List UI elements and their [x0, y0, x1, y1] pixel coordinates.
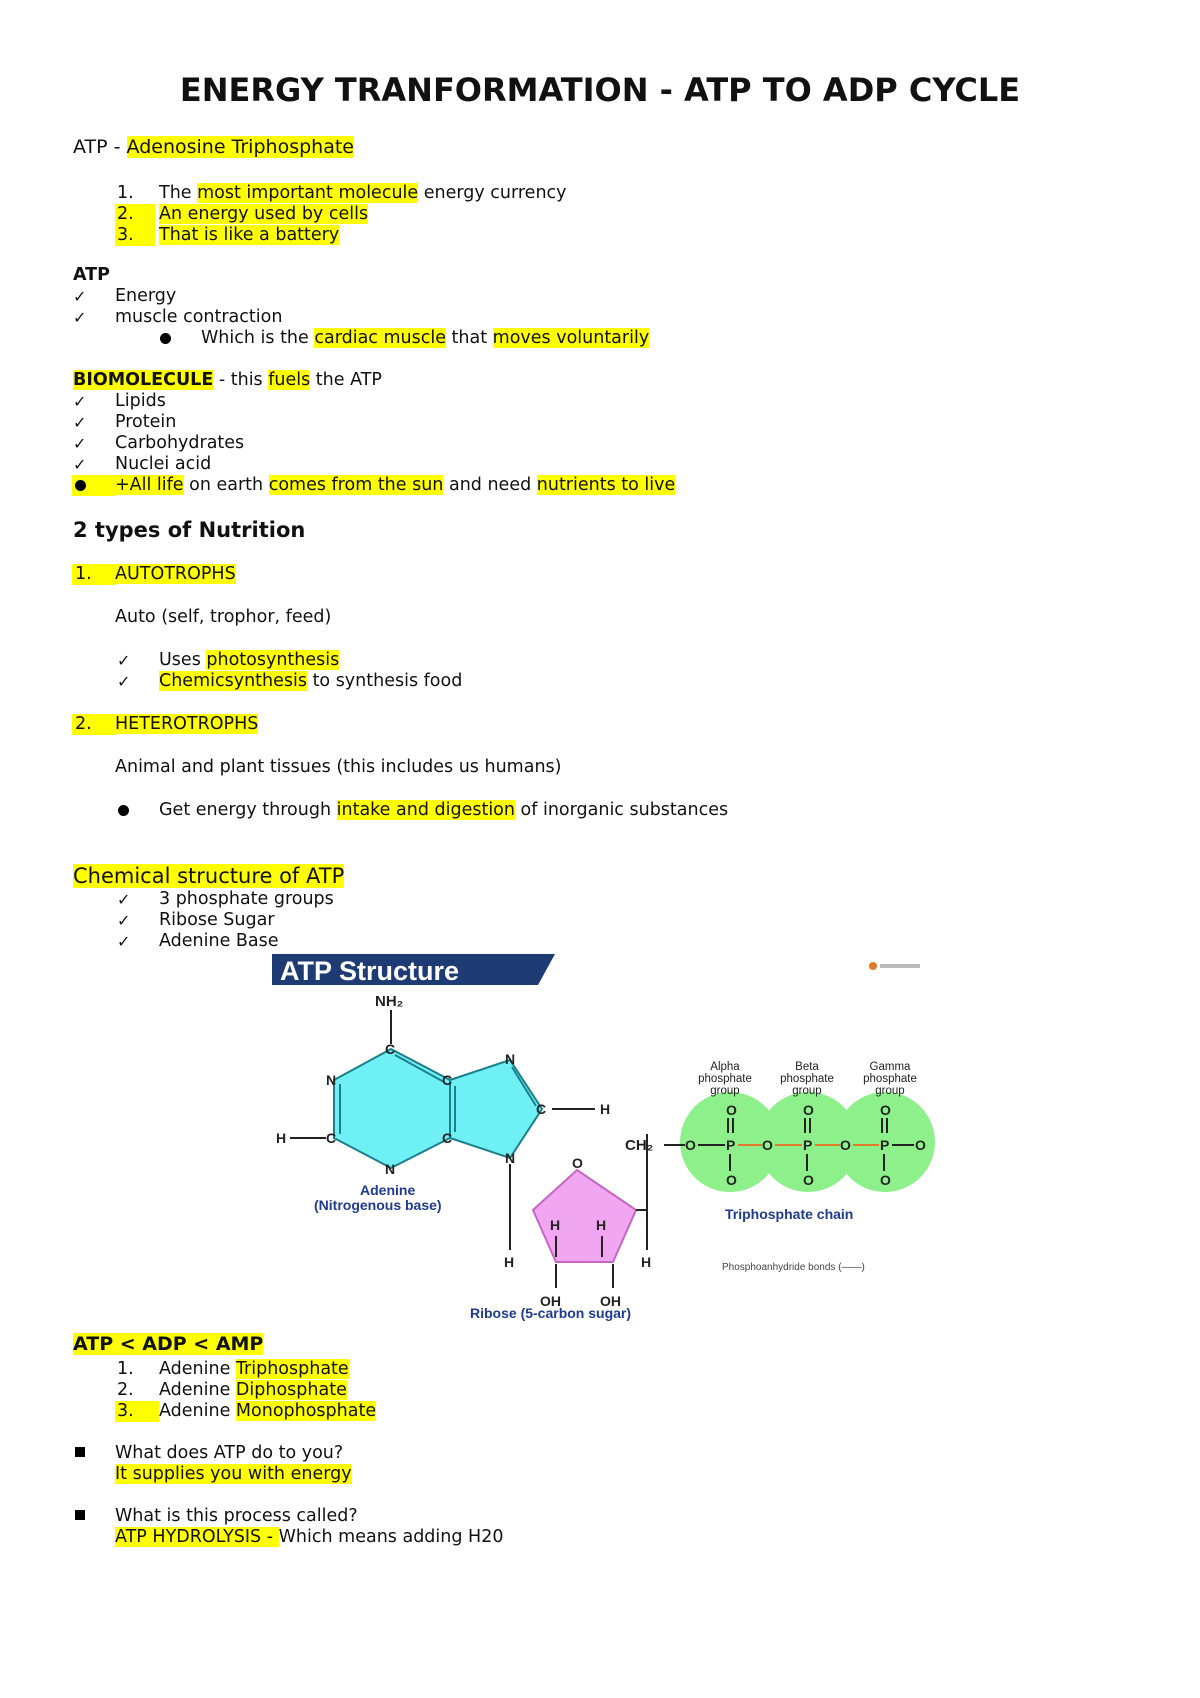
beta-label: Beta	[795, 1061, 819, 1073]
list-number: 2.	[117, 204, 134, 224]
bullet-item: Get energy through intake and digestion of inorganic substances	[159, 800, 729, 820]
check-icon: ✓	[73, 455, 87, 474]
question: What is this process called?	[115, 1506, 358, 1526]
chem-heading: Chemical structure of ATP	[73, 864, 345, 888]
atom-c: C	[442, 1130, 453, 1146]
atom-o: O	[880, 1102, 891, 1118]
check-item: Chemicsynthesis to synthesis food	[159, 671, 463, 691]
bullet-icon	[75, 480, 86, 491]
nutrition-heading: 2 types of Nutrition	[73, 518, 306, 542]
atom-p: P	[880, 1137, 890, 1153]
gamma-label: group	[875, 1085, 905, 1097]
ribose-ring	[533, 1170, 636, 1262]
gamma-label: phosphate	[863, 1073, 917, 1085]
ribose-label: Ribose (5-carbon sugar)	[470, 1305, 632, 1321]
atom-o: O	[762, 1137, 773, 1153]
ch2-label: CH₂	[625, 1137, 654, 1154]
adenine-sub-label: (Nitrogenous base)	[314, 1197, 442, 1213]
biomolecule-line: BIOMOLECULE - this fuels the ATP	[73, 370, 382, 390]
answer: It supplies you with energy	[115, 1464, 352, 1484]
check-icon: ✓	[73, 308, 87, 327]
check-item: 3 phosphate groups	[159, 889, 334, 909]
adenine-five-ring	[450, 1060, 542, 1158]
beta-label: group	[792, 1085, 822, 1097]
check-item: muscle contraction	[115, 307, 283, 327]
atom-h: H	[276, 1130, 287, 1146]
atp-heading: ATP	[73, 265, 110, 285]
check-icon: ✓	[73, 392, 87, 411]
adenine-six-ring	[334, 1049, 453, 1168]
atom-p: P	[726, 1137, 736, 1153]
check-item: Ribose Sugar	[159, 910, 275, 930]
check-icon: ✓	[73, 413, 87, 432]
alpha-label: Alpha	[710, 1061, 740, 1073]
atom-c: C	[326, 1130, 337, 1146]
check-item: Adenine Base	[159, 931, 279, 951]
answer: ATP HYDROLYSIS - Which means adding H20	[115, 1527, 504, 1547]
page-title: ENERGY TRANFORMATION - ATP TO ADP CYCLE	[179, 71, 1021, 109]
atom-o: O	[726, 1172, 737, 1188]
bonds-legend: Phosphoanhydride bonds (——)	[722, 1262, 865, 1273]
banner-title: ATP Structure	[280, 956, 460, 986]
list-item: Adenine Triphosphate	[159, 1359, 349, 1379]
check-icon: ✓	[73, 434, 87, 453]
atom-o: O	[915, 1137, 926, 1153]
check-item: Carbohydrates	[115, 433, 245, 453]
list-number: 1.	[117, 1359, 134, 1379]
list-item: Adenine Monophosphate	[159, 1401, 377, 1421]
question: What does ATP do to you?	[115, 1443, 344, 1463]
check-icon: ✓	[117, 932, 131, 951]
check-item: Energy	[115, 286, 177, 306]
square-bullet-icon	[75, 1447, 85, 1457]
atom-o: O	[880, 1172, 891, 1188]
atp-label: ATP	[73, 136, 108, 158]
atom-n: N	[326, 1072, 337, 1088]
atom-oh: OH	[540, 1293, 561, 1309]
square-bullet-icon	[75, 1510, 85, 1520]
alpha-label: phosphate	[698, 1073, 752, 1085]
atom-h: H	[596, 1217, 607, 1233]
check-item: Uses photosynthesis	[159, 650, 340, 670]
atom-h: H	[504, 1254, 515, 1270]
list-number: 2.	[75, 714, 92, 734]
bullet-icon	[118, 805, 129, 816]
list-number: 2.	[117, 1380, 134, 1400]
atp-structure-diagram	[270, 952, 950, 1322]
list-item: Adenine Diphosphate	[159, 1380, 347, 1400]
list-number: 1.	[117, 183, 134, 203]
atom-oh: OH	[600, 1293, 621, 1309]
atom-o: O	[572, 1155, 583, 1171]
alpha-label: group	[710, 1085, 740, 1097]
amp-heading: ATP < ADP < AMP	[73, 1333, 264, 1355]
check-icon: ✓	[117, 911, 131, 930]
sub-bullet-item: Which is the cardiac muscle that moves voluntarily	[201, 328, 650, 348]
atom-c: C	[536, 1101, 547, 1117]
gamma-label: Gamma	[869, 1061, 911, 1073]
triphosphate-label: Triphosphate chain	[725, 1206, 854, 1222]
atp-dash: -	[107, 136, 127, 158]
list-number: 1.	[75, 564, 92, 584]
atp-term: Adenosine Triphosphate	[126, 136, 354, 158]
check-icon: ✓	[117, 890, 131, 909]
atom-c: C	[385, 1041, 396, 1057]
list-item: That is like a battery	[159, 225, 340, 245]
list-item: An energy used by cells	[159, 204, 369, 224]
atom-o: O	[803, 1102, 814, 1118]
check-item: Protein	[115, 412, 177, 432]
atom-p: P	[803, 1137, 813, 1153]
adenine-label: Adenine	[360, 1182, 416, 1198]
atom-o: O	[726, 1102, 737, 1118]
check-item: Lipids	[115, 391, 166, 411]
logo-icon	[880, 964, 920, 968]
heterotrophs-desc: Animal and plant tissues (this includes us humans)	[115, 757, 562, 777]
nh2-label: NH₂	[375, 993, 404, 1010]
check-icon: ✓	[117, 672, 131, 691]
atom-n: N	[505, 1051, 516, 1067]
check-icon: ✓	[117, 651, 131, 670]
list-number: 3.	[117, 1401, 134, 1421]
autotrophs-desc: Auto (self, trophor, feed)	[115, 607, 332, 627]
list-item: The most important molecule energy currency	[159, 183, 567, 203]
heterotrophs-label: HETEROTROPHS	[115, 714, 259, 734]
autotrophs-label: AUTOTROPHS	[115, 564, 236, 584]
list-number: 3.	[117, 225, 134, 245]
atom-o: O	[685, 1137, 696, 1153]
beta-label: phosphate	[780, 1073, 834, 1085]
atom-c: C	[442, 1072, 453, 1088]
atom-n: N	[385, 1161, 396, 1177]
atom-h: H	[641, 1254, 652, 1270]
check-item: Nuclei acid	[115, 454, 212, 474]
atom-h: H	[550, 1217, 561, 1233]
bullet-icon	[160, 333, 171, 344]
atom-o: O	[840, 1137, 851, 1153]
atom-o: O	[803, 1172, 814, 1188]
atp-definition	[73, 136, 354, 159]
bullet-item: +All life on earth comes from the sun and need nutrients to live	[115, 475, 676, 495]
logo-icon	[869, 962, 877, 970]
atom-n: N	[505, 1150, 516, 1166]
atom-h: H	[600, 1101, 611, 1117]
check-icon: ✓	[73, 287, 87, 306]
